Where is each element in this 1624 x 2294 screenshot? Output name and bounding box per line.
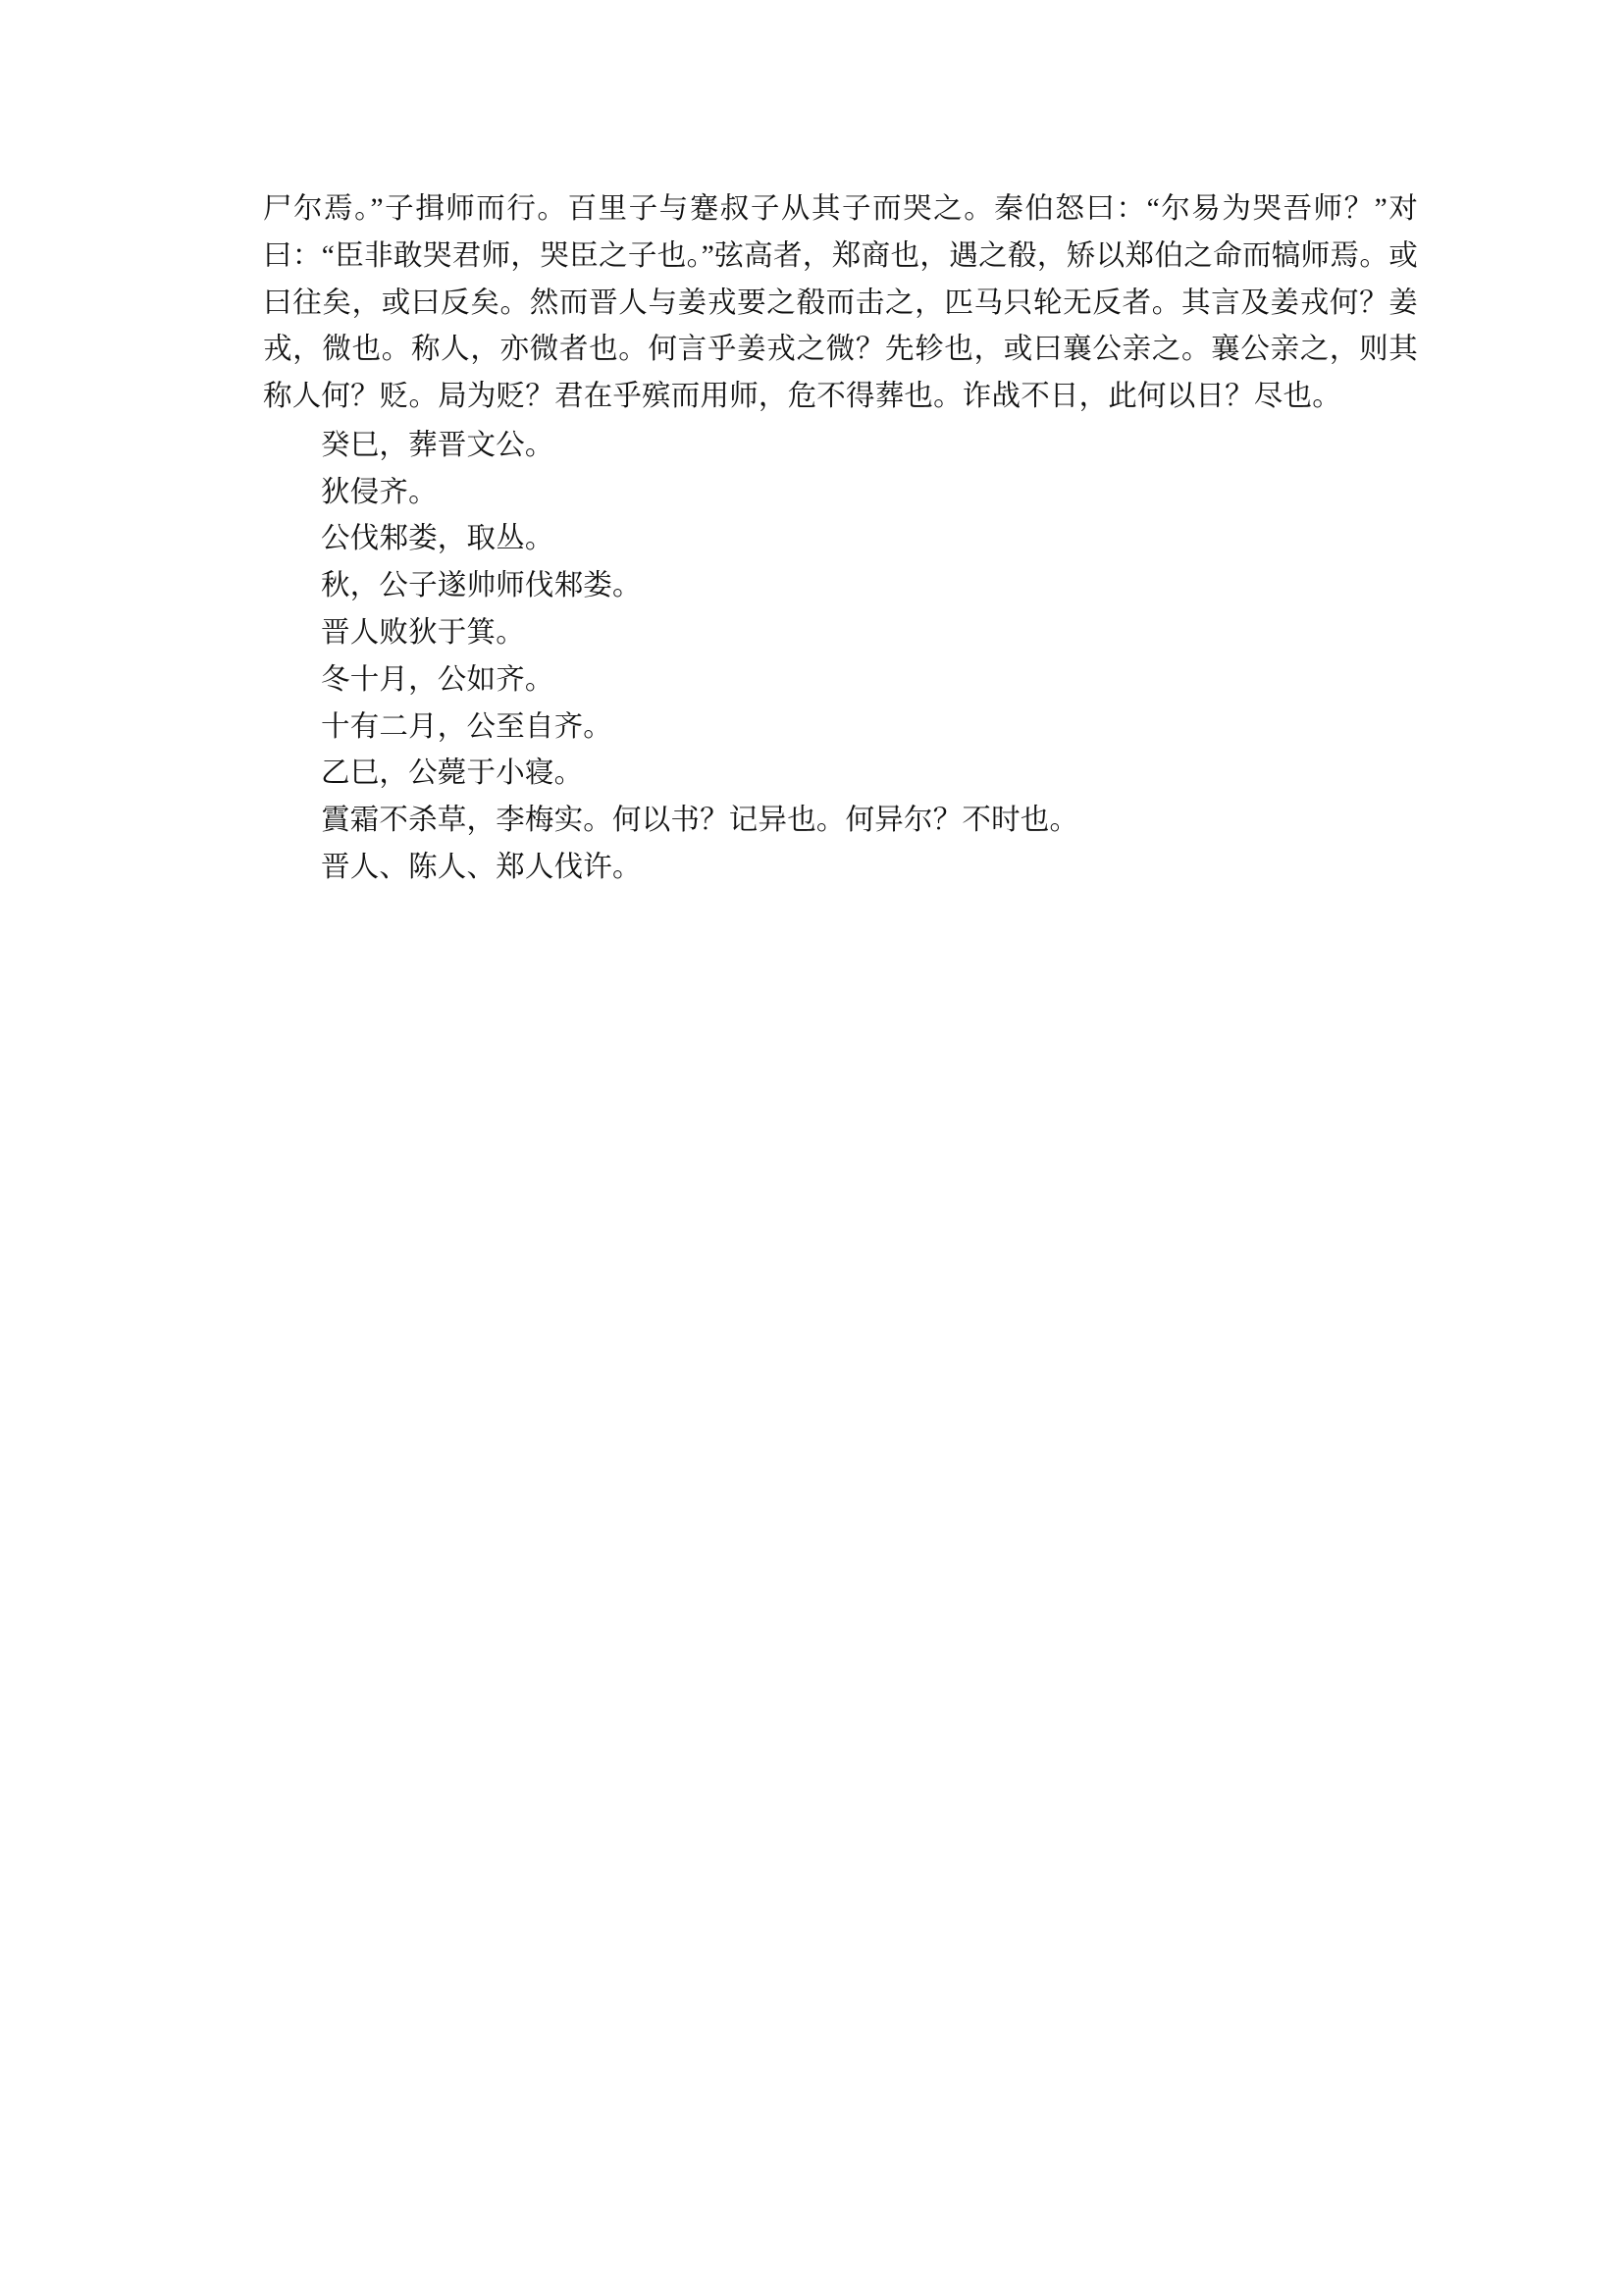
annal-entry-list <box>263 423 1418 892</box>
document-text-body <box>263 186 1418 892</box>
paragraph-entry-3: 公伐邾娄，取丛。 <box>321 523 554 555</box>
paragraph-entry-8: 乙巳，公薨于小寝。 <box>321 757 584 790</box>
paragraph-entry-1: 癸巳，葬晋文公。 <box>321 429 554 461</box>
paragraph-entry-4: 秋，公子遂帅师伐邾娄。 <box>321 570 642 602</box>
paragraph-entry-10: 晋人、陈人、郑人伐许。 <box>321 851 642 883</box>
paragraph-entry-6: 冬十月，公如齐。 <box>321 663 554 696</box>
paragraph-entry-5: 晋人败狄于箕。 <box>321 617 525 650</box>
paragraph-entry-9: 霣霜不杀草，李梅实。何以书？记异也。何异尔？不时也。 <box>321 805 1079 837</box>
paragraph-entry-2: 狄侵齐。 <box>321 476 438 508</box>
paragraph-main: 尸尔焉。”子揖师而行。百里子与蹇叔子从其子而哭之。秦伯怒曰：“尔易为哭吾师？”对曰：“臣非敢哭君师，哭臣之子也。”弦高者，郑商也，遇之殽，矫以郑伯之命而犒师焉。或曰往矣，或曰反矣。然而晋人与姜戎要之殽而击之，匹马只轮无反者。其言及姜戎何？姜戎，微也。称人，亦微者也。何言乎姜戎之微？先轸也，或曰襄公亲之。襄公亲之，则其称人何？贬。局为贬？君在乎殡而用师，危不得葬也。诈战不日，此何以日？尽也。 <box>263 193 1418 413</box>
paragraph-entry-7: 十有二月，公至自齐。 <box>321 710 613 743</box>
